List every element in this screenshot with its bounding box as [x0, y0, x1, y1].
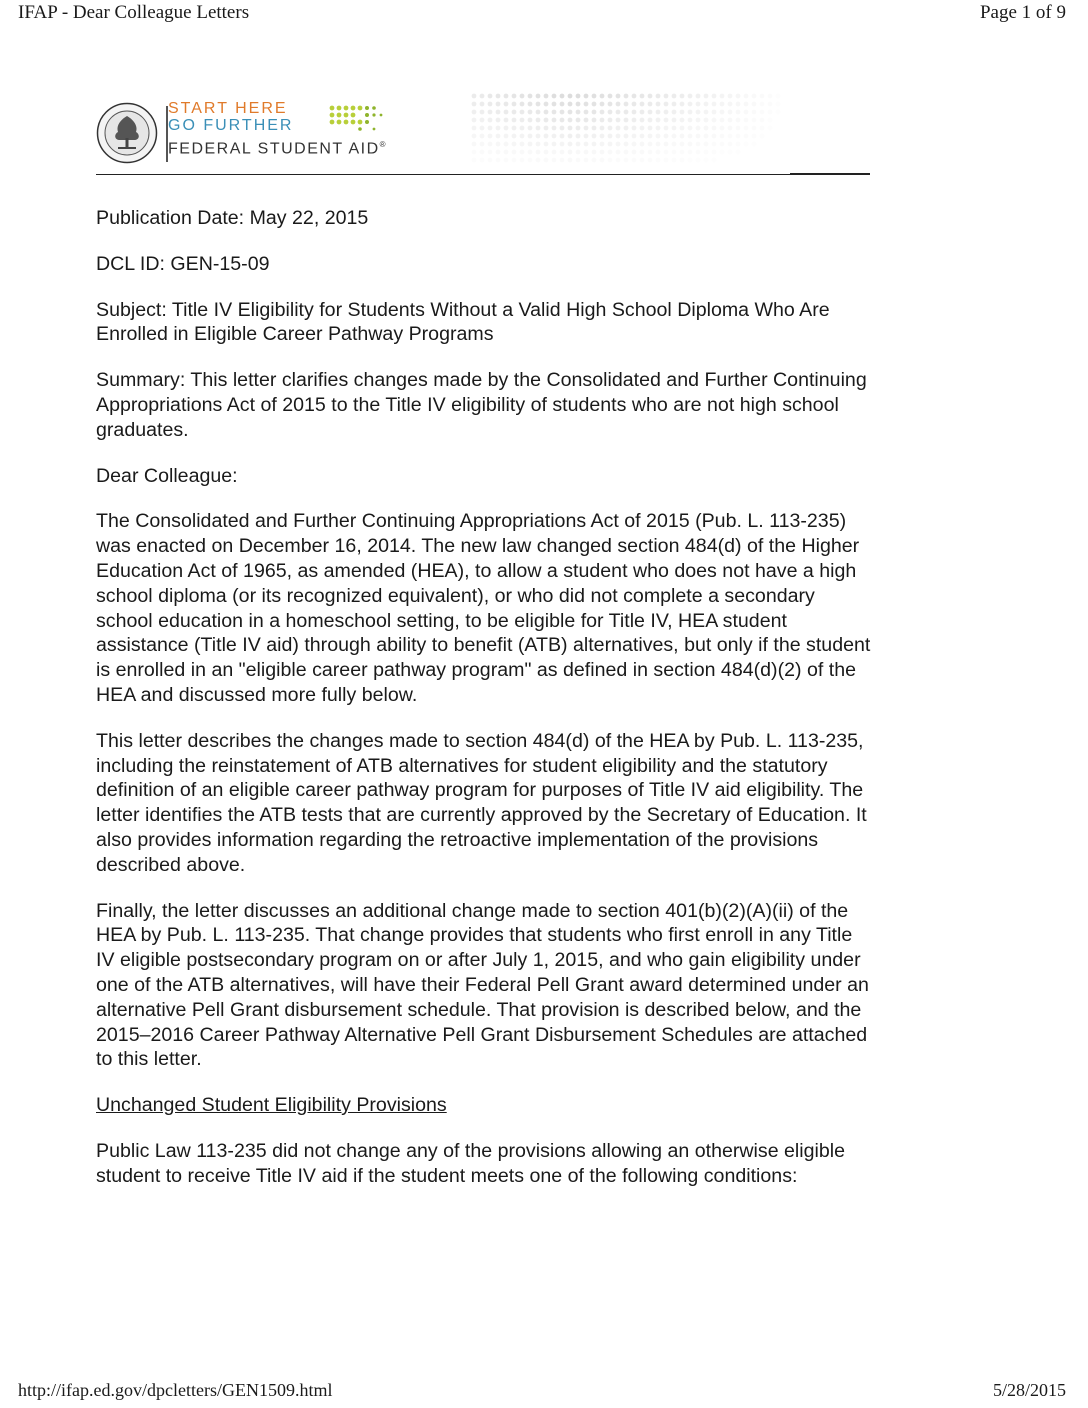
print-footer-url: http://ifap.ed.gov/dpcletters/GEN1509.html — [18, 1380, 333, 1400]
logo-federal-student-aid-text: FEDERAL STUDENT AID — [168, 140, 380, 158]
summary: Summary: This letter clarifies changes made by the Consolidated and Further Continuing Appropriations Act of 2015 to the Title IV eligibility of students who are not high school graduates. — [96, 369, 867, 441]
print-footer — [18, 1380, 1066, 1406]
federal-student-aid-logo — [96, 100, 436, 168]
logo-dot-pattern-icon — [328, 104, 400, 132]
department-of-education-seal-icon — [96, 102, 158, 164]
header-rule-accent — [790, 173, 870, 175]
header-rule — [96, 174, 870, 175]
salutation: Dear Colleague: — [96, 464, 238, 487]
registered-mark: ® — [379, 140, 388, 149]
body-paragraph: Finally, the letter discusses an additional change made to section 401(b)(2)(A)(ii) of the HEA by Pub. L. 113-235. That change provides that students who first enroll in any Title IV eligible postsecondary program on or after July 1, 2015, and who gain eligibility under one of the ATB alternatives, will have their Federal Pell Grant award determined under an alternative Pell Grant disbursement schedule. That provision is described below, and the 2015–2016 Career Pathway Alternative Pell Grant Disbursement Schedules are attached to this letter. — [96, 899, 869, 1071]
logo-go-further: GO FURTHER — [168, 117, 294, 134]
body-paragraph: This letter describes the changes made to section 484(d) of the HEA by Pub. L. 113-235, including the reinstatement of ATB alternatives for student eligibility and the statutory definition of an eligible career pathway program for purposes of Title IV aid eligibility. The letter identifies the ATB tests that are currently approved by the Secretary of Education. It also provides information regarding the retroactive implementation of the provisions described above. — [96, 729, 867, 876]
subject: Subject: Title IV Eligibility for Students Without a Valid High School Diploma Who Are Enrolled in Eligible Career Pathway Programs — [96, 298, 830, 346]
logo-start-here: START HERE — [168, 100, 288, 117]
print-header-title: IFAP - Dear Colleague Letters — [18, 2, 250, 23]
print-header-page-number: Page 1 of 9 — [979, 2, 1066, 23]
publication-date: Publication Date: May 22, 2015 — [96, 207, 369, 229]
logo-federal-student-aid — [168, 140, 387, 158]
header-dot-pattern — [470, 92, 800, 170]
dcl-id: DCL ID: GEN-15-09 — [96, 252, 270, 275]
print-header — [18, 2, 1066, 30]
body-paragraph: Public Law 113-235 did not change any of the provisions allowing an otherwise eligible student to receive Title IV aid if the student meets one of the following conditions: — [96, 1139, 846, 1187]
letter-body — [96, 206, 876, 1210]
print-footer-date: 5/28/2015 — [992, 1380, 1066, 1400]
section-heading: Unchanged Student Eligibility Provisions — [96, 1094, 447, 1117]
body-paragraph: The Consolidated and Further Continuing Appropriations Act of 2015 (Pub. L. 113-235) was enacted on December 16, 2014. The new law changed section 484(d) of the Higher Education Act of 1965, as amended (HEA), to allow a student who does not have a high school diploma (or its recognized equivalent), or who did not complete a secondary school education in a homeschool setting, to be eligible for Title IV, HEA student assistance (Title IV aid) through ability to benefit (ATB) alternatives, but only if the student is enrolled in an "eligible career pathway program" as defined in section 484(d)(2) of the HEA and discussed more fully below. — [96, 510, 871, 706]
